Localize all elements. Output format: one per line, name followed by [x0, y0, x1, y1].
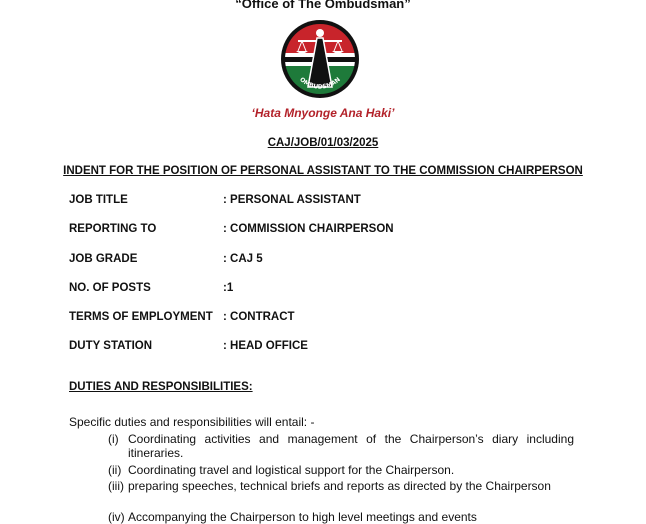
indent-title: INDENT FOR THE POSITION OF PERSONAL ASSISTANT TO THE COMMISSION CHAIRPERSON	[63, 165, 583, 177]
field-label: JOB TITLE	[69, 194, 128, 206]
field-value: : COMMISSION CHAIRPERSON	[223, 223, 394, 235]
field-label: NO. OF POSTS	[69, 282, 151, 294]
duty-item	[108, 510, 574, 524]
field-value: : CAJ 5	[223, 253, 263, 265]
duty-text: Accompanying the Chairperson to high level meetings and events	[128, 510, 477, 524]
field-label: DUTY STATION	[69, 340, 153, 352]
field-value: : HEAD OFFICE	[223, 340, 308, 352]
organization-title: “Office of The Ombudsman”	[235, 0, 411, 11]
ombudsman-logo	[280, 19, 360, 99]
duty-number: (iv)	[108, 510, 125, 524]
duty-text: Coordinating travel and logistical support for the Chairperson.	[128, 463, 455, 477]
duty-number: (ii)	[108, 463, 122, 477]
field-label: TERMS OF EMPLOYMENT	[69, 311, 213, 323]
field-label: REPORTING TO	[69, 223, 157, 235]
field-value: : CONTRACT	[223, 311, 295, 323]
duty-item	[108, 432, 574, 460]
duty-text: Coordinating activities and management of the Chairperson’s diary including itineraries.	[128, 432, 574, 460]
field-label: JOB GRADE	[69, 253, 138, 265]
duty-number: (i)	[108, 432, 119, 446]
duty-text: preparing speeches, technical briefs and reports as directed by the Chairperson	[128, 479, 551, 493]
duties-intro: Specific duties and responsibilities will entail: -	[69, 415, 315, 429]
duty-item	[108, 463, 574, 477]
field-value: :1	[223, 282, 234, 294]
duties-heading: DUTIES AND RESPONSIBILITIES:	[69, 381, 253, 393]
duty-item	[108, 479, 574, 493]
motto: ‘Hata Mnyonge Ana Haki’	[251, 106, 395, 120]
logo-text: OMBUDSMAN	[298, 76, 342, 91]
reference-number: CAJ/JOB/01/03/2025	[267, 137, 379, 149]
duty-number: (iii)	[108, 479, 124, 493]
field-value: : PERSONAL ASSISTANT	[223, 194, 361, 206]
